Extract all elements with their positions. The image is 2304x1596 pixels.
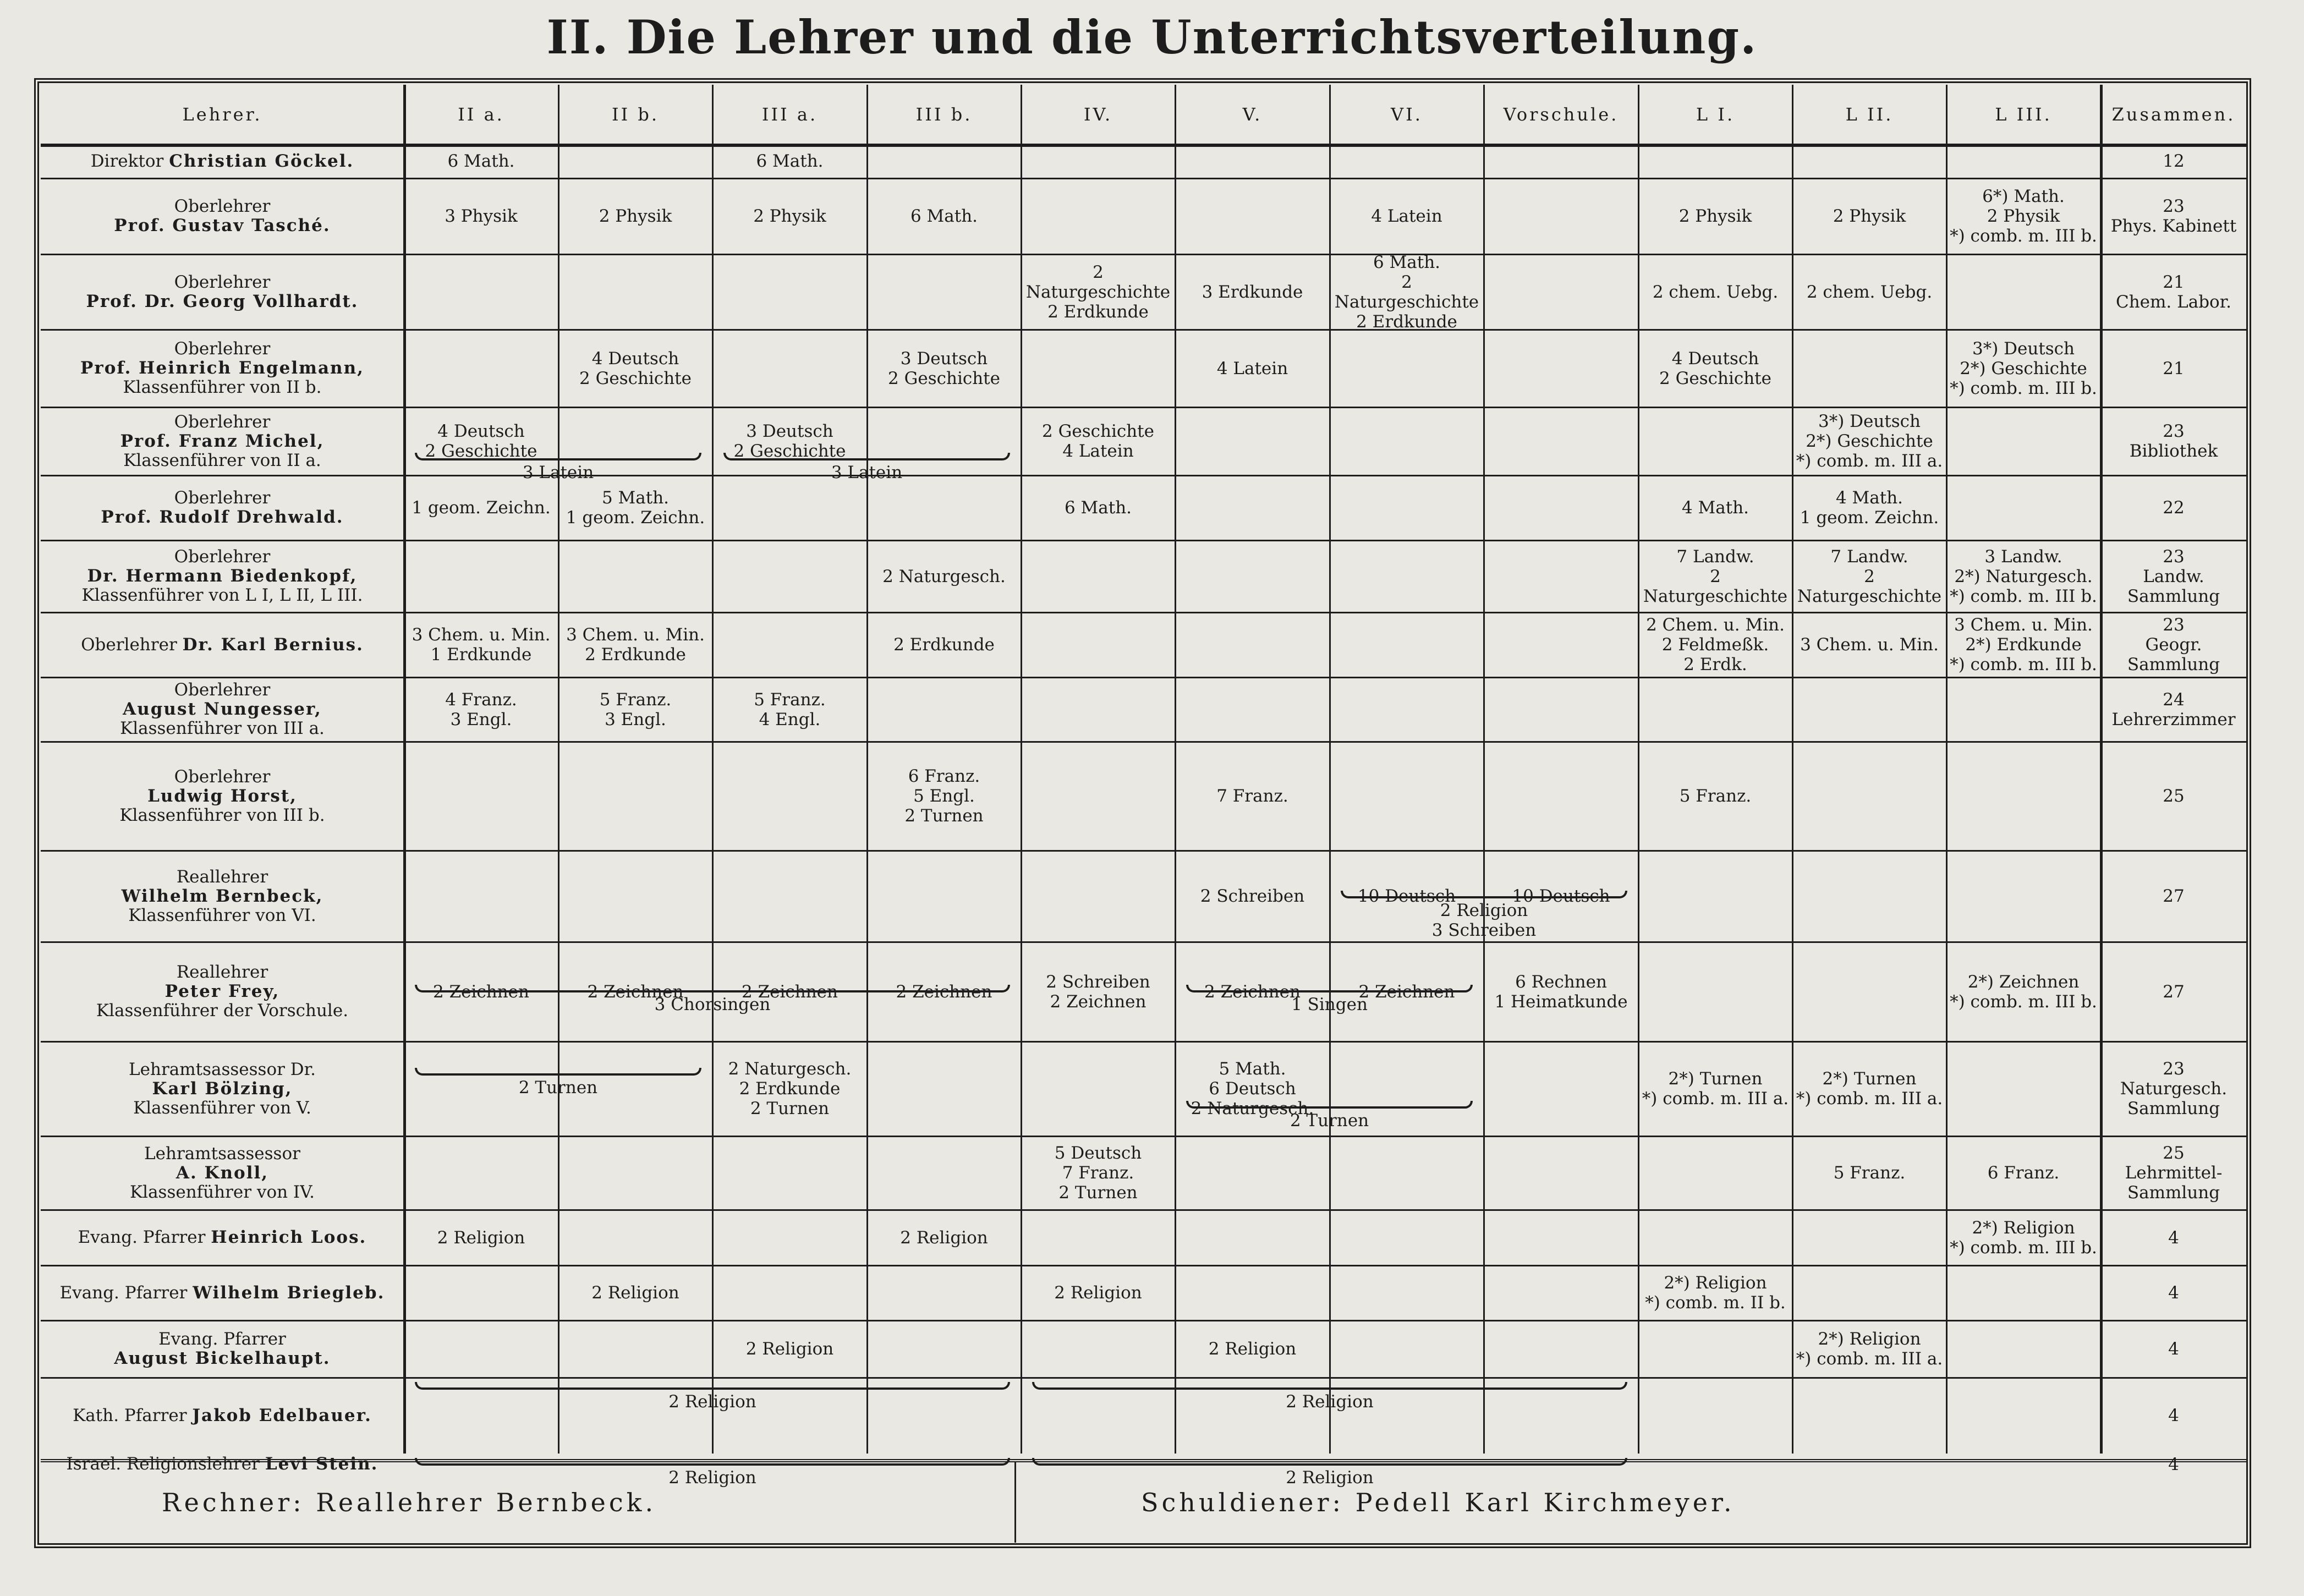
table-footer <box>41 1459 2247 1542</box>
lesson-cell: 12 <box>2163 151 2185 171</box>
column-header: Zusammen. <box>2111 104 2236 125</box>
teacher-cell <box>41 742 404 851</box>
footer-treasurer: Rechner: Reallehrer Bernbeck. <box>162 1488 657 1517</box>
teacher-name-block <box>122 868 323 925</box>
lesson-cell: 6 Franz. <box>1987 1163 2060 1183</box>
column-header: L III. <box>1995 104 2052 125</box>
lesson-cell: 6 Math. 2 Naturgeschichte 2 Erdkunde <box>1334 252 1479 332</box>
teacher-name: Levi Stein. <box>265 1454 378 1474</box>
teacher-role: Evang. Pfarrer <box>59 1282 188 1303</box>
column-header: IV. <box>1083 104 1113 125</box>
teacher-name-block <box>114 1330 330 1368</box>
teacher-class-lead: Klassenführer der Vorschule. <box>96 1001 349 1021</box>
lesson-cell: 4 <box>2168 1283 2179 1303</box>
teacher-cell <box>41 1041 404 1136</box>
span-lesson: 2 Religion 3 Schreiben <box>1431 901 1537 940</box>
teacher-class-lead: Klassenführer von II b. <box>123 377 322 397</box>
teacher-name-block <box>82 547 363 605</box>
lesson-cell: 6*) Math. 2 Physik *) comb. m. III b. <box>1950 187 2097 246</box>
lesson-cell: 2 chem. Uebg. <box>1806 282 1933 302</box>
column-header: VI. <box>1391 104 1423 125</box>
lesson-cell: 6 Rechnen 1 Heimatkunde <box>1494 972 1628 1012</box>
lesson-cell: 3 Erdkunde <box>1202 282 1303 302</box>
lesson-cell: 2 Zeichnen <box>587 981 684 1002</box>
teacher-name-block <box>96 963 348 1021</box>
lesson-cell: 2 Religion <box>745 1339 834 1359</box>
footer-divider <box>1014 1462 1016 1543</box>
span-brace <box>415 985 1010 992</box>
lesson-cell: 4 Math. <box>1681 498 1749 518</box>
lesson-cell: 22 <box>2163 498 2185 518</box>
teacher-class-lead: Klassenführer von L I, L II, L III. <box>81 585 363 605</box>
teacher-class-lead: Klassenführer von V. <box>133 1098 311 1118</box>
distribution-table <box>41 85 2247 1488</box>
lesson-cell: 3 Landw. 2*) Naturgesch. *) comb. m. III b. <box>1950 546 2097 606</box>
page-title: II. Die Lehrer und die Unterrichtsverteilung. <box>546 10 1758 64</box>
span-brace <box>415 1382 1010 1390</box>
teacher-name-block <box>73 1406 372 1425</box>
teacher-name: Prof. Rudolf Drehwald. <box>101 507 344 527</box>
column-header: Lehrer. <box>182 104 262 125</box>
teacher-role: Kath. Pfarrer <box>73 1405 187 1425</box>
lesson-cell: 6 Math. <box>910 206 978 226</box>
column-header: L I. <box>1696 104 1735 125</box>
lesson-cell: 3*) Deutsch 2*) Geschichte *) comb. m. III a. <box>1796 412 1943 471</box>
teacher-role: Oberlehrer <box>174 412 271 432</box>
lesson-cell: 5 Franz. <box>1679 786 1752 806</box>
teacher-name: Wilhelm Bernbeck, <box>121 886 323 906</box>
span-lesson: 2 Religion <box>1286 1468 1374 1488</box>
lesson-cell: 2 Zeichnen <box>896 981 992 1002</box>
teacher-role: Oberlehrer <box>174 488 271 508</box>
lesson-cell: 4 <box>2168 1455 2179 1474</box>
lesson-cell: 5 Franz. 3 Engl. <box>599 689 672 730</box>
span-lesson: 1 Singen <box>1291 995 1368 1014</box>
teacher-name: Prof. Dr. Georg Vollhardt. <box>86 291 359 311</box>
lesson-cell: 7 Landw. 2 Naturgeschichte <box>1797 546 1942 606</box>
lesson-cell: 7 Landw. 2 Naturgeschichte <box>1643 546 1788 606</box>
lesson-cell: 4 Deutsch 2 Geschichte <box>1659 348 1771 388</box>
lesson-cell: 3 Physik <box>445 206 518 226</box>
teacher-role: Oberlehrer <box>174 196 271 216</box>
teacher-name-block <box>60 1284 385 1303</box>
teacher-role: Evang. Pfarrer <box>78 1227 206 1247</box>
lesson-cell: 2 Religion <box>1208 1339 1297 1359</box>
span-brace <box>1186 1101 1473 1109</box>
lesson-cell: 2 chem. Uebg. <box>1652 282 1779 302</box>
teacher-name-block <box>78 1228 367 1247</box>
lesson-cell: 4 Franz. 3 Engl. <box>445 689 517 730</box>
teacher-role: Oberlehrer <box>174 766 271 787</box>
span-lesson: 3 Latein <box>522 463 594 482</box>
teacher-name-block <box>81 635 364 655</box>
lesson-cell: 23 Landw. Sammlung <box>2127 546 2220 606</box>
teacher-cell <box>41 144 404 178</box>
teacher-name: Prof. Franz Michel, <box>120 431 325 451</box>
lesson-cell: 23 Bibliothek <box>2129 421 2218 461</box>
lesson-cell: 23 Naturgesch. Sammlung <box>2120 1059 2228 1118</box>
lesson-cell: 21 <box>2163 358 2185 379</box>
teacher-role: Oberlehrer <box>174 680 271 700</box>
lesson-cell: 2 Zeichnen <box>742 981 838 1002</box>
lesson-cell: 21 Chem. Labor. <box>2116 272 2231 312</box>
teacher-cell <box>41 475 404 540</box>
teacher-role: Lehramtsassessor <box>144 1143 300 1164</box>
lesson-cell: 2 Physik <box>1678 206 1752 226</box>
teacher-role: Reallehrer <box>176 866 268 887</box>
lesson-cell: 5 Franz. <box>1833 1163 1906 1183</box>
lesson-cell: 3 Chem. u. Min. <box>1800 635 1939 655</box>
teacher-class-lead: Klassenführer von III b. <box>119 805 325 825</box>
teacher-cell <box>41 612 404 677</box>
lesson-cell: 3 Chem. u. Min. 2*) Erdkunde *) comb. m. III b. <box>1950 615 2097 674</box>
teacher-cell <box>41 677 404 742</box>
lesson-cell: 10 Deutsch <box>1357 886 1456 906</box>
teacher-name-block <box>80 339 364 397</box>
lesson-cell: 10 Deutsch <box>1512 886 1610 906</box>
teacher-name: Prof. Heinrich Engelmann, <box>80 358 364 378</box>
lesson-cell: 3 Chem. u. Min. 2 Erdkunde <box>566 625 705 665</box>
lesson-cell: 2 Schreiben 2 Zeichnen <box>1046 972 1150 1012</box>
span-brace <box>723 453 1010 460</box>
teacher-cell <box>41 1320 404 1378</box>
lesson-cell: 2 Chem. u. Min. 2 Feldmeßk. 2 Erdk. <box>1646 615 1785 674</box>
teacher-name: Christian Göckel. <box>169 151 354 171</box>
column-header: L II. <box>1845 104 1894 125</box>
lesson-cell: 23 Geogr. Sammlung <box>2127 615 2220 674</box>
column-header: V. <box>1242 104 1263 125</box>
teacher-cell <box>41 1378 404 1454</box>
teacher-name-block <box>120 413 325 470</box>
teacher-name: Heinrich Loos. <box>211 1227 367 1247</box>
lesson-cell: 24 Lehrerzimmer <box>2111 689 2236 730</box>
span-lesson: 2 Turnen <box>1290 1111 1369 1131</box>
span-brace <box>415 1068 701 1076</box>
lesson-cell: 4 Math. 1 geom. Zeichn. <box>1800 488 1939 528</box>
teacher-name: A. Knoll, <box>175 1162 269 1183</box>
teacher-name: August Nungesser, <box>123 699 322 719</box>
teacher-name-block <box>86 273 359 311</box>
teacher-role: Oberlehrer <box>174 339 271 359</box>
lesson-cell: 2 Zeichnen <box>1358 981 1455 1002</box>
span-lesson: 2 Turnen <box>518 1078 598 1098</box>
teacher-cell <box>41 254 404 330</box>
teacher-name: Ludwig Horst, <box>147 786 297 806</box>
teacher-name-block <box>91 152 354 171</box>
lesson-cell: 4 Deutsch 2 Geschichte <box>579 348 692 388</box>
teacher-role: Lehramtsassessor Dr. <box>129 1059 316 1079</box>
lesson-cell: 2*) Religion *) comb. m. III b. <box>1950 1217 2097 1258</box>
lesson-cell: 23 Phys. Kabinett <box>2110 196 2237 236</box>
lesson-cell: 2*) Zeichnen *) comb. m. III b. <box>1950 972 2097 1012</box>
lesson-cell: 2 Physik <box>753 206 826 226</box>
lesson-cell: 4 Latein <box>1371 206 1442 226</box>
lesson-cell: 2 Religion <box>591 1283 679 1303</box>
lesson-cell: 3 Deutsch 2 Geschichte <box>733 421 846 461</box>
lesson-cell: 27 <box>2163 886 2185 906</box>
teacher-role: Oberlehrer <box>174 272 271 292</box>
lesson-cell: 2 Physik <box>1833 206 1906 226</box>
lesson-cell: 2*) Religion *) comb. m. II b. <box>1645 1273 1786 1313</box>
teacher-name: Wilhelm Briegleb. <box>193 1282 385 1303</box>
teacher-class-lead: Klassenführer von IV. <box>130 1182 315 1202</box>
teacher-cell <box>41 1265 404 1320</box>
lesson-cell: 2 Geschichte 4 Latein <box>1042 421 1154 461</box>
footer-janitor: Schuldiener: Pedell Karl Kirchmeyer. <box>1141 1488 1735 1517</box>
lesson-cell: 25 Lehrmittel- Sammlung <box>2125 1143 2223 1203</box>
span-brace <box>1341 891 1627 898</box>
lesson-cell: 2 Naturgesch. <box>882 566 1006 586</box>
lesson-cell: 7 Franz. <box>1216 786 1288 806</box>
teacher-role: Direktor <box>90 151 164 171</box>
lesson-cell: 2 Erdkunde <box>893 635 995 655</box>
teacher-cell <box>41 851 404 942</box>
span-brace <box>415 453 701 460</box>
lesson-cell: 2 Religion <box>1054 1283 1142 1303</box>
lesson-cell: 6 Math. <box>1064 498 1132 518</box>
lesson-cell: 4 <box>2168 1227 2179 1248</box>
teacher-name: Karl Bölzing, <box>152 1078 293 1099</box>
teacher-cell <box>41 1136 404 1210</box>
span-lesson: 2 Religion <box>668 1468 756 1488</box>
lesson-cell: 2 Schreiben <box>1200 886 1305 906</box>
lesson-cell: 1 geom. Zeichn. <box>412 498 551 518</box>
teacher-role: Reallehrer <box>176 962 268 982</box>
lesson-cell: 25 <box>2163 786 2185 806</box>
span-brace <box>1186 985 1473 992</box>
teacher-role: Oberlehrer <box>174 547 271 567</box>
lesson-cell: 2*) Turnen *) comb. m. III a. <box>1796 1069 1943 1109</box>
lesson-cell: 3 Chem. u. Min. 1 Erdkunde <box>412 625 551 665</box>
teacher-name: August Bickelhaupt. <box>114 1348 331 1368</box>
teacher-cell <box>41 178 404 254</box>
teacher-cell <box>41 540 404 612</box>
lesson-cell: 5 Franz. 4 Engl. <box>754 689 826 730</box>
teacher-name-block <box>129 1060 316 1118</box>
lesson-cell: 4 <box>2168 1339 2179 1359</box>
lesson-cell: 5 Math. 6 Deutsch 2 Naturgesch. <box>1191 1059 1314 1118</box>
span-lesson: 2 Religion <box>668 1392 756 1412</box>
teacher-cell <box>41 330 404 407</box>
lesson-cell: 5 Deutsch 7 Franz. 2 Turnen <box>1054 1143 1142 1203</box>
lesson-cell: 27 <box>2163 981 2185 1002</box>
lesson-cell: 4 Latein <box>1216 358 1288 379</box>
lesson-cell: 4 Deutsch 2 Geschichte <box>425 421 537 461</box>
teacher-name: Dr. Hermann Biedenkopf, <box>87 566 358 586</box>
lesson-cell: 2 Religion <box>900 1227 988 1248</box>
teacher-name-block <box>119 767 325 825</box>
lesson-cell: 6 Math. <box>756 151 824 171</box>
teacher-cell <box>41 942 404 1041</box>
column-header: III b. <box>915 104 973 125</box>
teacher-name-block <box>114 197 330 235</box>
lesson-cell: 3 Deutsch 2 Geschichte <box>888 348 1000 388</box>
span-lesson: 2 Religion <box>1286 1392 1374 1412</box>
column-header: Vorschule. <box>1503 104 1619 125</box>
teacher-class-lead: Klassenführer von III a. <box>120 719 325 738</box>
column-rule <box>712 85 714 1454</box>
lesson-cell: 2 Naturgesch. 2 Erdkunde 2 Turnen <box>728 1059 852 1118</box>
teacher-cell <box>41 407 404 475</box>
column-header: III a. <box>761 104 818 125</box>
teacher-name: Peter Frey, <box>164 981 280 1001</box>
span-brace <box>1032 1382 1627 1390</box>
teacher-role: Evang. Pfarrer <box>158 1329 286 1349</box>
lesson-cell: 3*) Deutsch 2*) Geschichte *) comb. m. III b. <box>1950 338 2097 398</box>
teacher-name: Prof. Gustav Tasché. <box>114 216 331 235</box>
lesson-cell: 2 Zeichnen <box>1204 981 1301 1002</box>
teacher-name: Jakob Edelbauer. <box>192 1405 372 1425</box>
teacher-name-block <box>101 489 343 527</box>
teacher-name: Dr. Karl Bernius. <box>182 634 364 655</box>
teacher-name-block <box>130 1144 315 1202</box>
teacher-role: Israel. Religionslehrer <box>66 1454 260 1474</box>
teacher-class-lead: Klassenführer von II a. <box>123 450 321 470</box>
teacher-cell <box>41 1210 404 1265</box>
lesson-cell: 2*) Religion *) comb. m. III a. <box>1796 1329 1943 1369</box>
lesson-cell: 2 Physik <box>599 206 672 226</box>
column-header: II a. <box>458 104 504 125</box>
lesson-cell: 6 Math. <box>447 151 515 171</box>
span-lesson: 3 Latein <box>831 463 903 482</box>
lesson-cell: 5 Math. 1 geom. Zeichn. <box>566 488 705 528</box>
lesson-cell: 2 Religion <box>437 1227 525 1248</box>
teacher-name-block <box>120 681 325 738</box>
lesson-cell: 2 Zeichnen <box>433 981 529 1002</box>
teacher-role: Oberlehrer <box>81 634 177 655</box>
lesson-cell: 4 <box>2168 1406 2179 1425</box>
lesson-cell: 6 Franz. 5 Engl. 2 Turnen <box>904 766 984 826</box>
lesson-cell: 2 Naturgeschichte 2 Erdkunde <box>1025 262 1171 322</box>
lesson-cell: 2*) Turnen *) comb. m. III a. <box>1642 1069 1789 1109</box>
teacher-class-lead: Klassenführer von VI. <box>128 905 316 925</box>
span-lesson: 3 Chorsingen <box>654 995 771 1014</box>
column-header: II b. <box>611 104 660 125</box>
